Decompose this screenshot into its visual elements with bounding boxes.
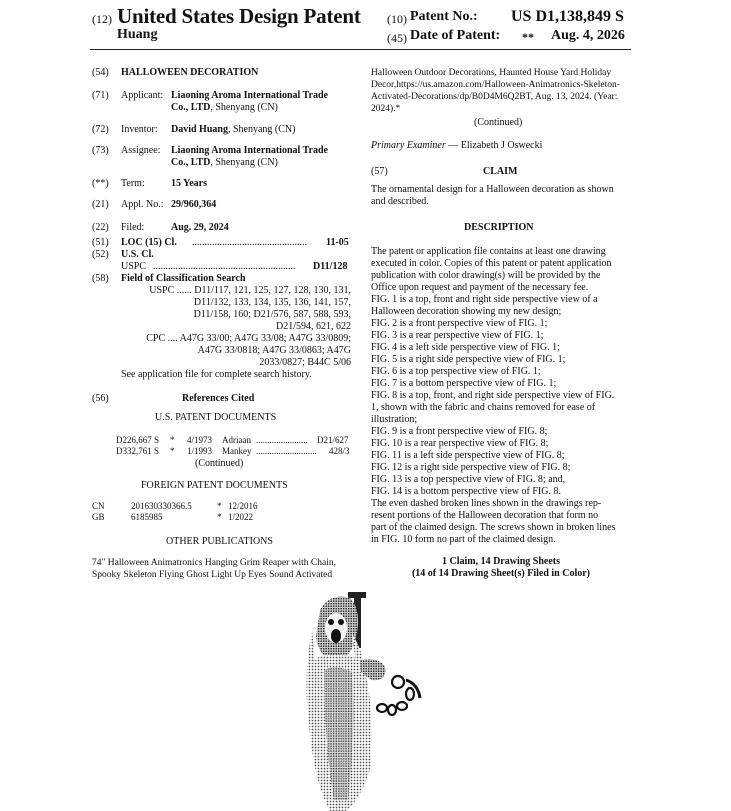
examiner-label: Primary Examiner [371,140,446,151]
code-56: (56) [92,393,109,404]
patent-number: US D1,138,849 S [511,8,624,25]
other-publication-line: Spooky Skeleton Flying Ghost Light Up Eyes Sound Activated [92,570,333,580]
description-line: resent portions of the Halloween decoration that form no [371,510,599,521]
us-cl-label: U.S. Cl. [121,249,154,260]
other-publications-label: OTHER PUBLICATIONS [166,536,273,547]
patent-number-label: Patent No.: [410,9,478,24]
ref-star: * [170,435,175,445]
description-line: FIG. 8 is a top, front, and right side perspective view of FIG. [371,390,615,401]
ref-star: * [170,446,175,456]
other-publication [92,557,351,581]
description-line: FIG. 10 is a rear perspective view of FIG. 8; [371,438,549,449]
description-line: Halloween decoration showing my new design; [371,306,562,317]
ref-date: 1/1993 [187,446,213,456]
header-rule [90,49,631,50]
examiner-name: — Elizabeth J Oswecki [445,140,543,151]
code-72: (72) [92,124,109,135]
code-45: (45) [387,31,407,45]
ref-number: D332,761 S [116,446,160,456]
applicant [171,90,328,114]
inventor [171,124,295,136]
inventor-surname: Huang [117,27,158,42]
uspc-search-line: D21/594, 621, 622 [276,321,351,332]
description-line: publication with color drawing(s) will be provided by the [371,270,601,281]
foreign-ref-date: 12/2016 [228,501,258,511]
uspc-dots: ......................................................... [153,261,296,272]
description-line: The patent or application file contains at least one drawing [371,246,606,257]
description-line: FIG. 9 is a front perspective view of FIG. 8; [371,426,548,437]
description-line: 1, shown with the fabric and chains removed for ease of [371,402,596,413]
foreign-ref-number: 6185985 [131,512,163,522]
code-22: (22) [92,222,109,233]
design-drawing-figure [290,590,450,811]
see-application-note: See application file for complete search history. [121,369,312,380]
publication-line: 2024).* [371,104,401,114]
description-body [371,246,631,546]
uspc-search-line: D11/158, 160; D21/576, 587, 588, 593, [193,309,351,320]
continued-label: (Continued) [474,117,523,128]
code-57: (57) [371,166,388,177]
ref-dots: ....................... [256,435,308,445]
drawing-sheets-summary: (14 of 14 Drawing Sheet(s) Filed in Color) [411,568,591,579]
publication-line: Halloween Outdoor Decorations, Haunted House Yard Holiday [371,68,612,78]
description-heading: DESCRIPTION [464,222,534,233]
applicant-name-line2: Co., LTD [171,102,211,113]
description-line: FIG. 6 is a top perspective view of FIG. 1; [371,366,541,377]
foreign-ref-country: CN [92,501,105,511]
us-patent-documents-label: U.S. PATENT DOCUMENTS [155,412,277,423]
appl-no-label: Appl. No.: [121,199,164,210]
description-line: Office upon request and payment of the necessary fee. [371,282,589,293]
continued-label: (Continued) [195,458,244,469]
description-line: FIG. 4 is a left side perspective view of FIG. 1; [371,342,560,353]
claim-line: and described. [371,196,429,207]
patent-title: HALLOWEEN DECORATION [121,67,259,78]
ref-number: D226,667 S [116,435,160,445]
assignee-location: , Shenyang (CN) [210,157,278,168]
applicant-name-line1: Liaoning Aroma International Trade [171,90,328,101]
ref-class: 428/3 [329,446,350,456]
description-line: part of the claimed design. The screws shown in broken lines [371,522,616,533]
description-line: FIG. 7 is a bottom perspective view of FIG. 1; [371,378,557,389]
uspc-search-list [121,285,351,333]
claims-summary: 1 Claim, 14 Drawing Sheets [441,556,561,567]
claim-line: The ornamental design for a Halloween decoration as shown [371,184,614,195]
description-line: in FIG. 10 form no part of the claimed design. [371,534,556,545]
description-line: FIG. 14 is a bottom perspective view of FIG. 8. [371,486,561,497]
foreign-ref-star: * [217,512,222,522]
code-52: (52) [92,249,109,260]
description-line: illustration; [371,414,418,425]
ref-name: Adriaan [222,435,251,445]
cpc-search-line: 2033/0827; B44C 5/06 [259,357,351,368]
date-of-patent-label: Date of Patent: [410,28,501,43]
description-line: FIG. 12 is a right side perspective view of FIG. 8; [371,462,571,473]
inventor-name: David Huang [171,124,228,135]
code-21: (21) [92,199,109,210]
cpc-search-line: CPC .... A47G 33/00; A47G 33/08; A47G 33/0809; [146,333,351,344]
assignee-name-line1: Liaoning Aroma International Trade [171,145,328,156]
us-reference-row [116,435,159,445]
code-73: (73) [92,145,109,156]
references-cited-label: References Cited [182,393,255,404]
loc-dots: .............................................. [192,237,307,248]
us-reference-row [116,446,159,456]
uspc-value: D11/128 [313,261,348,272]
cpc-search-line: A47G 33/0818; A47G 33/0863; A47G [197,345,351,356]
term-label: Term: [121,178,145,189]
publication-line: Activated-Decorations/dp/B0D4M6Q2BT, Aug. 13, 2024. (Year: [371,92,618,102]
code-12: (12) [92,12,112,26]
code-term: (**) [92,178,109,189]
applicant-label: Applicant: [121,90,164,101]
code-58: (58) [92,273,109,284]
foreign-ref-country: GB [92,512,105,522]
description-line: FIG. 2 is a front perspective view of FIG. 1; [371,318,548,329]
description-line: FIG. 13 is a top perspective view of FIG. 8; and, [371,474,566,485]
publication-line: Decor,https://us.amazon.com/Halloween-Animatronics-Skeleton- [371,80,620,90]
other-publication-line: 74" Halloween Animatronics Hanging Grim Reaper with Chain, [92,558,336,568]
assignee-label: Assignee: [121,145,161,156]
uspc-label: USPC [121,261,147,272]
uspc-search-line: D11/132, 133, 134, 135, 136, 141, 157, [193,297,351,308]
foreign-patent-documents-label: FOREIGN PATENT DOCUMENTS [141,480,288,491]
ref-date: 4/1973 [187,435,213,445]
claim-heading: CLAIM [483,166,518,177]
publication-continued [371,67,631,115]
cpc-search-list [121,333,351,369]
date-marks: ** [522,30,534,44]
description-line: FIG. 11 is a left side perspective view of FIG. 8; [371,450,565,461]
inventor-label: Inventor: [121,124,158,135]
filed-label: Filed: [121,222,145,233]
date-of-patent: Aug. 4, 2026 [551,28,625,43]
description-line: FIG. 3 is a rear perspective view of FIG. 1; [371,330,544,341]
field-search-label: Field of Classification Search [121,273,246,284]
code-51: (51) [92,237,109,248]
applicant-location: , Shenyang (CN) [210,102,278,113]
foreign-ref-star: * [217,501,222,511]
description-line: FIG. 5 is a right side perspective view of FIG. 1; [371,354,566,365]
uspc-search-line: USPC ...... D11/117, 121, 125, 127, 128, 130, 131, [149,285,351,296]
code-10: (10) [387,12,407,26]
term-value: 15 Years [171,178,208,189]
ref-class: D21/627 [317,435,349,445]
ref-name: Mankey [222,446,252,456]
description-line: The even dashed broken lines shown in the drawings rep- [371,498,602,509]
claim-text [371,184,631,208]
description-line: FIG. 1 is a top, front and right side perspective view of a [371,294,598,305]
foreign-ref-number: 201630330366.5 [131,501,192,511]
assignee-name-line2: Co., LTD [171,157,211,168]
loc-label: LOC (15) Cl. [121,237,177,248]
foreign-ref-date: 1/2022 [228,512,254,522]
assignee [171,145,328,169]
code-54: (54) [92,67,109,78]
loc-value: 11-05 [326,237,349,248]
document-type-title: United States Design Patent [117,4,361,28]
filed-date: Aug. 29, 2024 [171,222,229,233]
inventor-location: , Shenyang (CN) [227,124,296,135]
description-line: executed in color. Copies of this patent or patent application [371,258,612,269]
code-71: (71) [92,90,109,101]
primary-examiner [371,140,542,152]
ref-dots: ........................... [256,446,317,456]
appl-no: 29/960,364 [171,199,217,210]
